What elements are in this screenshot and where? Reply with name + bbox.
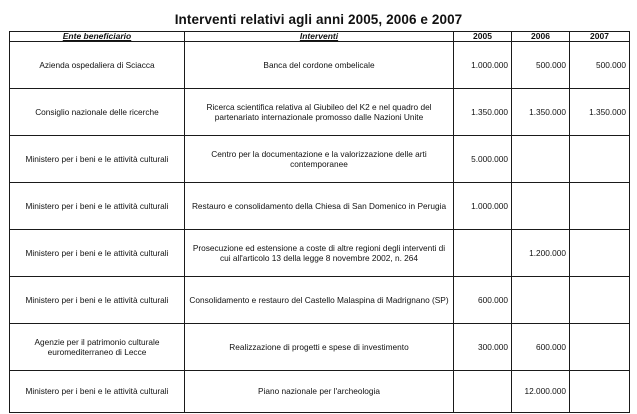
- cell-2007: [570, 230, 630, 277]
- header-2007: 2007: [570, 32, 630, 42]
- interventions-table: [9, 31, 630, 413]
- table-row: [10, 324, 630, 371]
- table-header-row: [10, 32, 630, 42]
- table-row: [10, 183, 630, 230]
- header-ente-beneficiario: Ente beneficiario: [10, 32, 185, 42]
- cell-2007: [570, 136, 630, 183]
- table-row: [10, 136, 630, 183]
- cell-intervento: Consolidamento e restauro del Castello Malaspina di Madrignano (SP): [185, 277, 454, 324]
- cell-ente: Ministero per i beni e le attività culturali: [10, 371, 185, 413]
- cell-ente: Azienda ospedaliera di Sciacca: [10, 42, 185, 89]
- cell-2005: 1.350.000: [454, 89, 512, 136]
- cell-intervento: Ricerca scientifica relativa al Giubileo del K2 e nel quadro del partenariato internazionale promosso dalle Nazioni Unite: [185, 89, 454, 136]
- cell-intervento: Realizzazione di progetti e spese di investimento: [185, 324, 454, 371]
- cell-2007: [570, 183, 630, 230]
- cell-2006: [512, 277, 570, 324]
- cell-intervento: Piano nazionale per l'archeologia: [185, 371, 454, 413]
- cell-2005: 5.000.000: [454, 136, 512, 183]
- cell-2007: [570, 324, 630, 371]
- cell-2006: [512, 183, 570, 230]
- cell-2005: [454, 371, 512, 413]
- cell-ente: Consiglio nazionale delle ricerche: [10, 89, 185, 136]
- cell-2007: [570, 277, 630, 324]
- cell-intervento: Prosecuzione ed estensione a coste di altre regioni degli interventi di cui all'articolo 13 della legge 8 novembre 2002, n. 264: [185, 230, 454, 277]
- cell-2006: [512, 136, 570, 183]
- cell-2005: 1.000.000: [454, 42, 512, 89]
- header-interventi: Interventi: [185, 32, 454, 42]
- cell-2005: [454, 230, 512, 277]
- cell-2005: 300.000: [454, 324, 512, 371]
- cell-intervento: Banca del cordone ombelicale: [185, 42, 454, 89]
- table-row: [10, 230, 630, 277]
- cell-2007: 1.350.000: [570, 89, 630, 136]
- cell-2006: 1.200.000: [512, 230, 570, 277]
- cell-2005: 1.000.000: [454, 183, 512, 230]
- header-2005: 2005: [454, 32, 512, 42]
- cell-ente: Ministero per i beni e le attività culturali: [10, 183, 185, 230]
- cell-2006: 12.000.000: [512, 371, 570, 413]
- cell-2007: 500.000: [570, 42, 630, 89]
- table-row: [10, 277, 630, 324]
- header-2006: 2006: [512, 32, 570, 42]
- table-row: [10, 89, 630, 136]
- cell-2007: [570, 371, 630, 413]
- cell-ente: Ministero per i beni e le attività culturali: [10, 230, 185, 277]
- table-row: [10, 42, 630, 89]
- cell-intervento: Centro per la documentazione e la valorizzazione delle arti contemporanee: [185, 136, 454, 183]
- cell-ente: Agenzie per il patrimonio culturale euromediterraneo di Lecce: [10, 324, 185, 371]
- document-title: Interventi relativi agli anni 2005, 2006 e 2007: [174, 12, 463, 27]
- cell-2006: 600.000: [512, 324, 570, 371]
- cell-intervento: Restauro e consolidamento della Chiesa di San Domenico in Perugia: [185, 183, 454, 230]
- cell-ente: Ministero per i beni e le attività culturali: [10, 136, 185, 183]
- cell-2006: 1.350.000: [512, 89, 570, 136]
- cell-2005: 600.000: [454, 277, 512, 324]
- table-row: [10, 371, 630, 413]
- cell-2006: 500.000: [512, 42, 570, 89]
- cell-ente: Ministero per i beni e le attività culturali: [10, 277, 185, 324]
